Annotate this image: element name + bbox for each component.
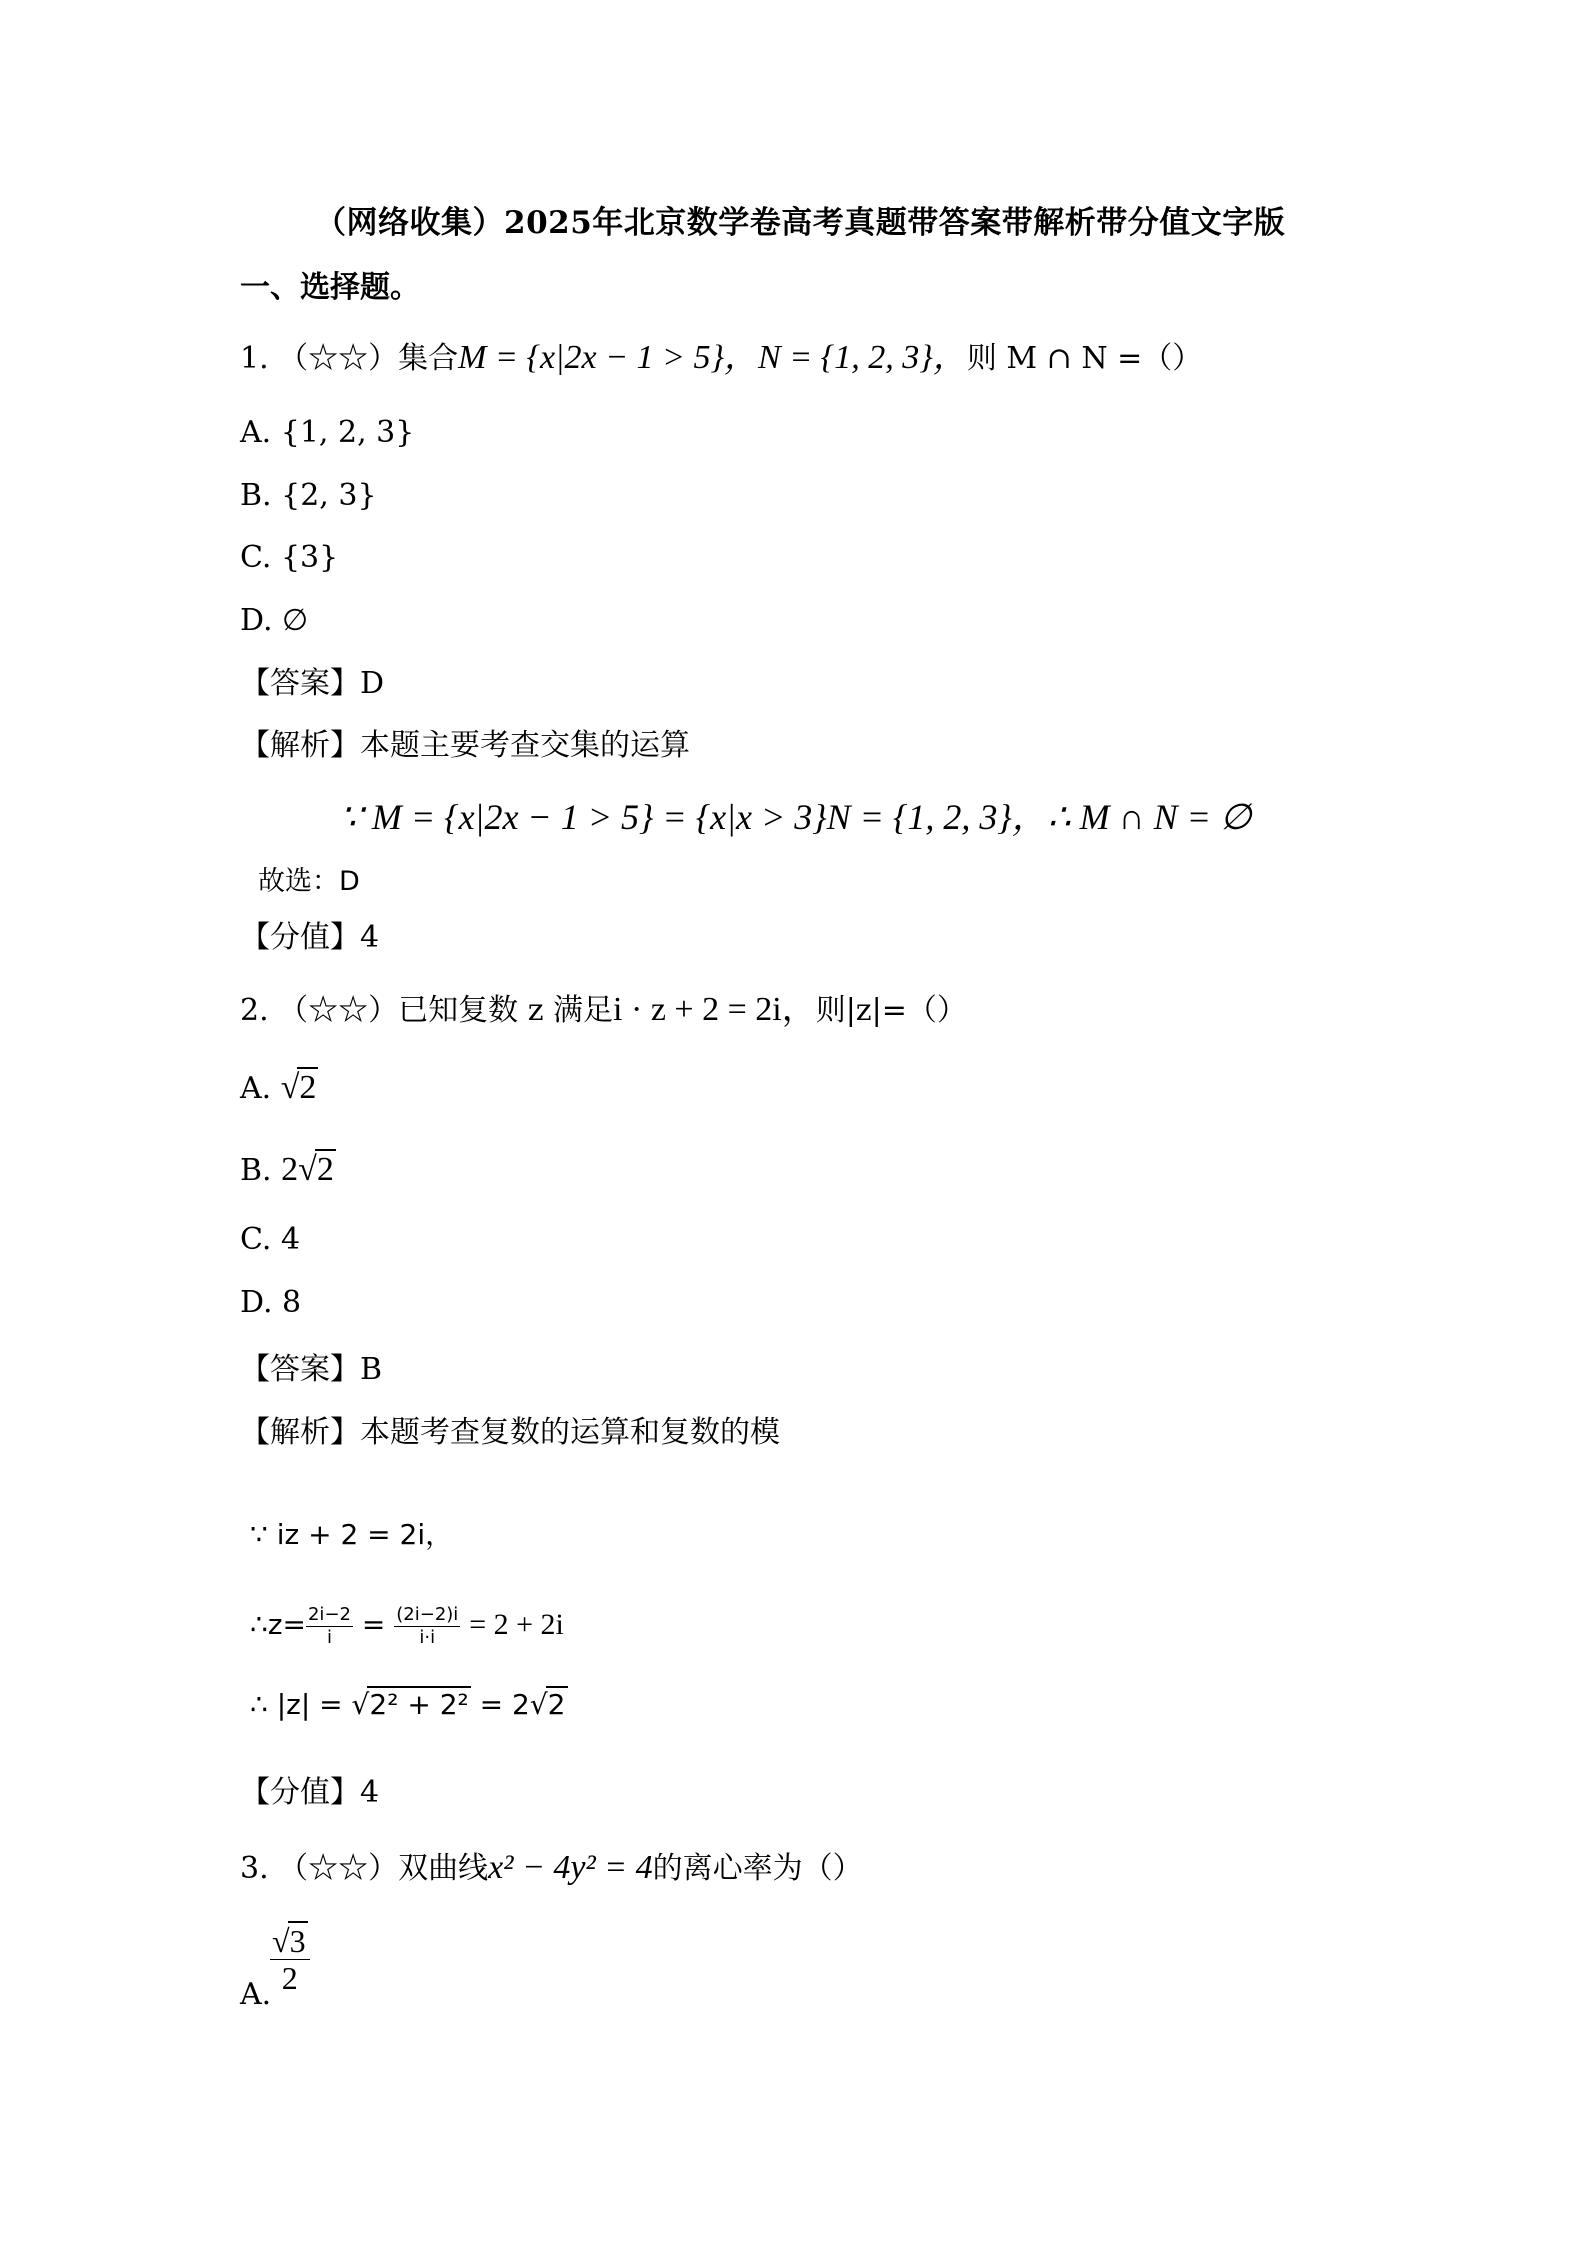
q1-option-a: A. {1, 2, 3} (240, 415, 415, 450)
q1-choose: 故选：D (258, 866, 360, 897)
q3-option-a-label: A. (240, 1977, 272, 2012)
q2-score: 【分值】4 (240, 1775, 380, 1810)
section-heading: 一、选择题。 (240, 270, 420, 305)
q1-work: ∵ M = {x|2x − 1 > 5} = {x|x > 3}N = {1, 2, 3}，∴ M ∩ N = ∅ (340, 797, 1252, 837)
fraction-numerator (270, 1925, 310, 1960)
q2-step-2-lead: ∴z= (250, 1608, 306, 1641)
q2-option-b (240, 1150, 336, 1191)
q2-step-2 (250, 1590, 564, 1660)
q2-option-b-label: B. (240, 1153, 272, 1188)
q2-option-b-radicand: 2 (316, 1151, 334, 1188)
q1-option-d: D. ∅ (240, 603, 309, 638)
q1-formula: M = {x|2x − 1 > 5}，N = {1, 2, 3}， (458, 339, 967, 376)
sqrt-expression: √2² + 2² (351, 1688, 469, 1721)
q3-option-a-radicand: 3 (289, 1923, 306, 1959)
q2-answer: 【答案】B (240, 1352, 383, 1387)
fraction-denominator: i·i (419, 1626, 436, 1648)
fraction-denominator: i (326, 1626, 332, 1648)
question-1 (240, 338, 1202, 379)
q1-option-c: C. {3} (240, 540, 339, 575)
fraction (306, 1603, 353, 1648)
q2-option-a (240, 1068, 318, 1109)
q2-step-3-lead: ∴ |z| = (250, 1688, 343, 1721)
page-title: （网络收集）2025年北京数学卷高考真题带答案带解析带分值文字版 (315, 205, 1286, 241)
q1-analysis: 【解析】本题主要考查交集的运算 (240, 728, 690, 763)
fraction (394, 1603, 460, 1648)
q1-answer: 【答案】D (240, 666, 385, 701)
q2-analysis: 【解析】本题考查复数的运算和复数的模 (240, 1415, 780, 1450)
q1-score: 【分值】4 (240, 920, 380, 955)
fraction-numerator: 2i−2 (307, 1603, 351, 1625)
q2-option-b-coef: 2 (281, 1151, 299, 1188)
q2-step-1: ∵ iz + 2 = 2i， (250, 1518, 454, 1551)
fraction-numerator: (2i−2)i (396, 1603, 459, 1625)
sqrt-expression: √2 (529, 1688, 566, 1721)
q2-step-2-tail: = 2 + 2i (469, 1608, 564, 1641)
q1-prefix: 1. （☆☆）集合 (240, 341, 459, 376)
question-3 (240, 1848, 863, 1889)
q2-step-2-eq: = (361, 1608, 386, 1641)
q2-option-a-label: A. (240, 1071, 272, 1106)
q2-step-3-radicand-2: 2 (547, 1688, 566, 1721)
sqrt-expression: √3 (272, 1923, 306, 1959)
question-2 (240, 990, 967, 1031)
fraction (270, 1925, 310, 1994)
sqrt-expression: √2 (298, 1151, 334, 1188)
q2-formula: i · z + 2 = 2i， (613, 991, 816, 1028)
fraction-denominator: 2 (281, 1960, 298, 1996)
q3-prefix: 3. （☆☆）双曲线 (240, 1851, 489, 1886)
q2-prefix: 2. （☆☆）已知复数 z 满足 (240, 993, 614, 1028)
q2-suffix: 则|z|=（） (815, 993, 967, 1028)
q2-option-c: C. 4 (240, 1222, 301, 1257)
q1-option-b: B. {2, 3} (240, 478, 377, 513)
q2-step-3 (250, 1685, 568, 1725)
sqrt-expression: √2 (280, 1069, 317, 1106)
q3-formula: x² − 4y² = 4 (488, 1849, 653, 1886)
q2-step-3-radicand: 2² + 2² (369, 1688, 469, 1721)
q2-option-d: D. 8 (240, 1285, 302, 1320)
q3-suffix: 的离心率为（） (652, 1851, 863, 1886)
q2-option-a-radicand: 2 (299, 1069, 317, 1106)
q1-suffix: 则 M ∩ N =（） (966, 341, 1203, 376)
q2-step-3-tail: = 2 (479, 1688, 530, 1721)
